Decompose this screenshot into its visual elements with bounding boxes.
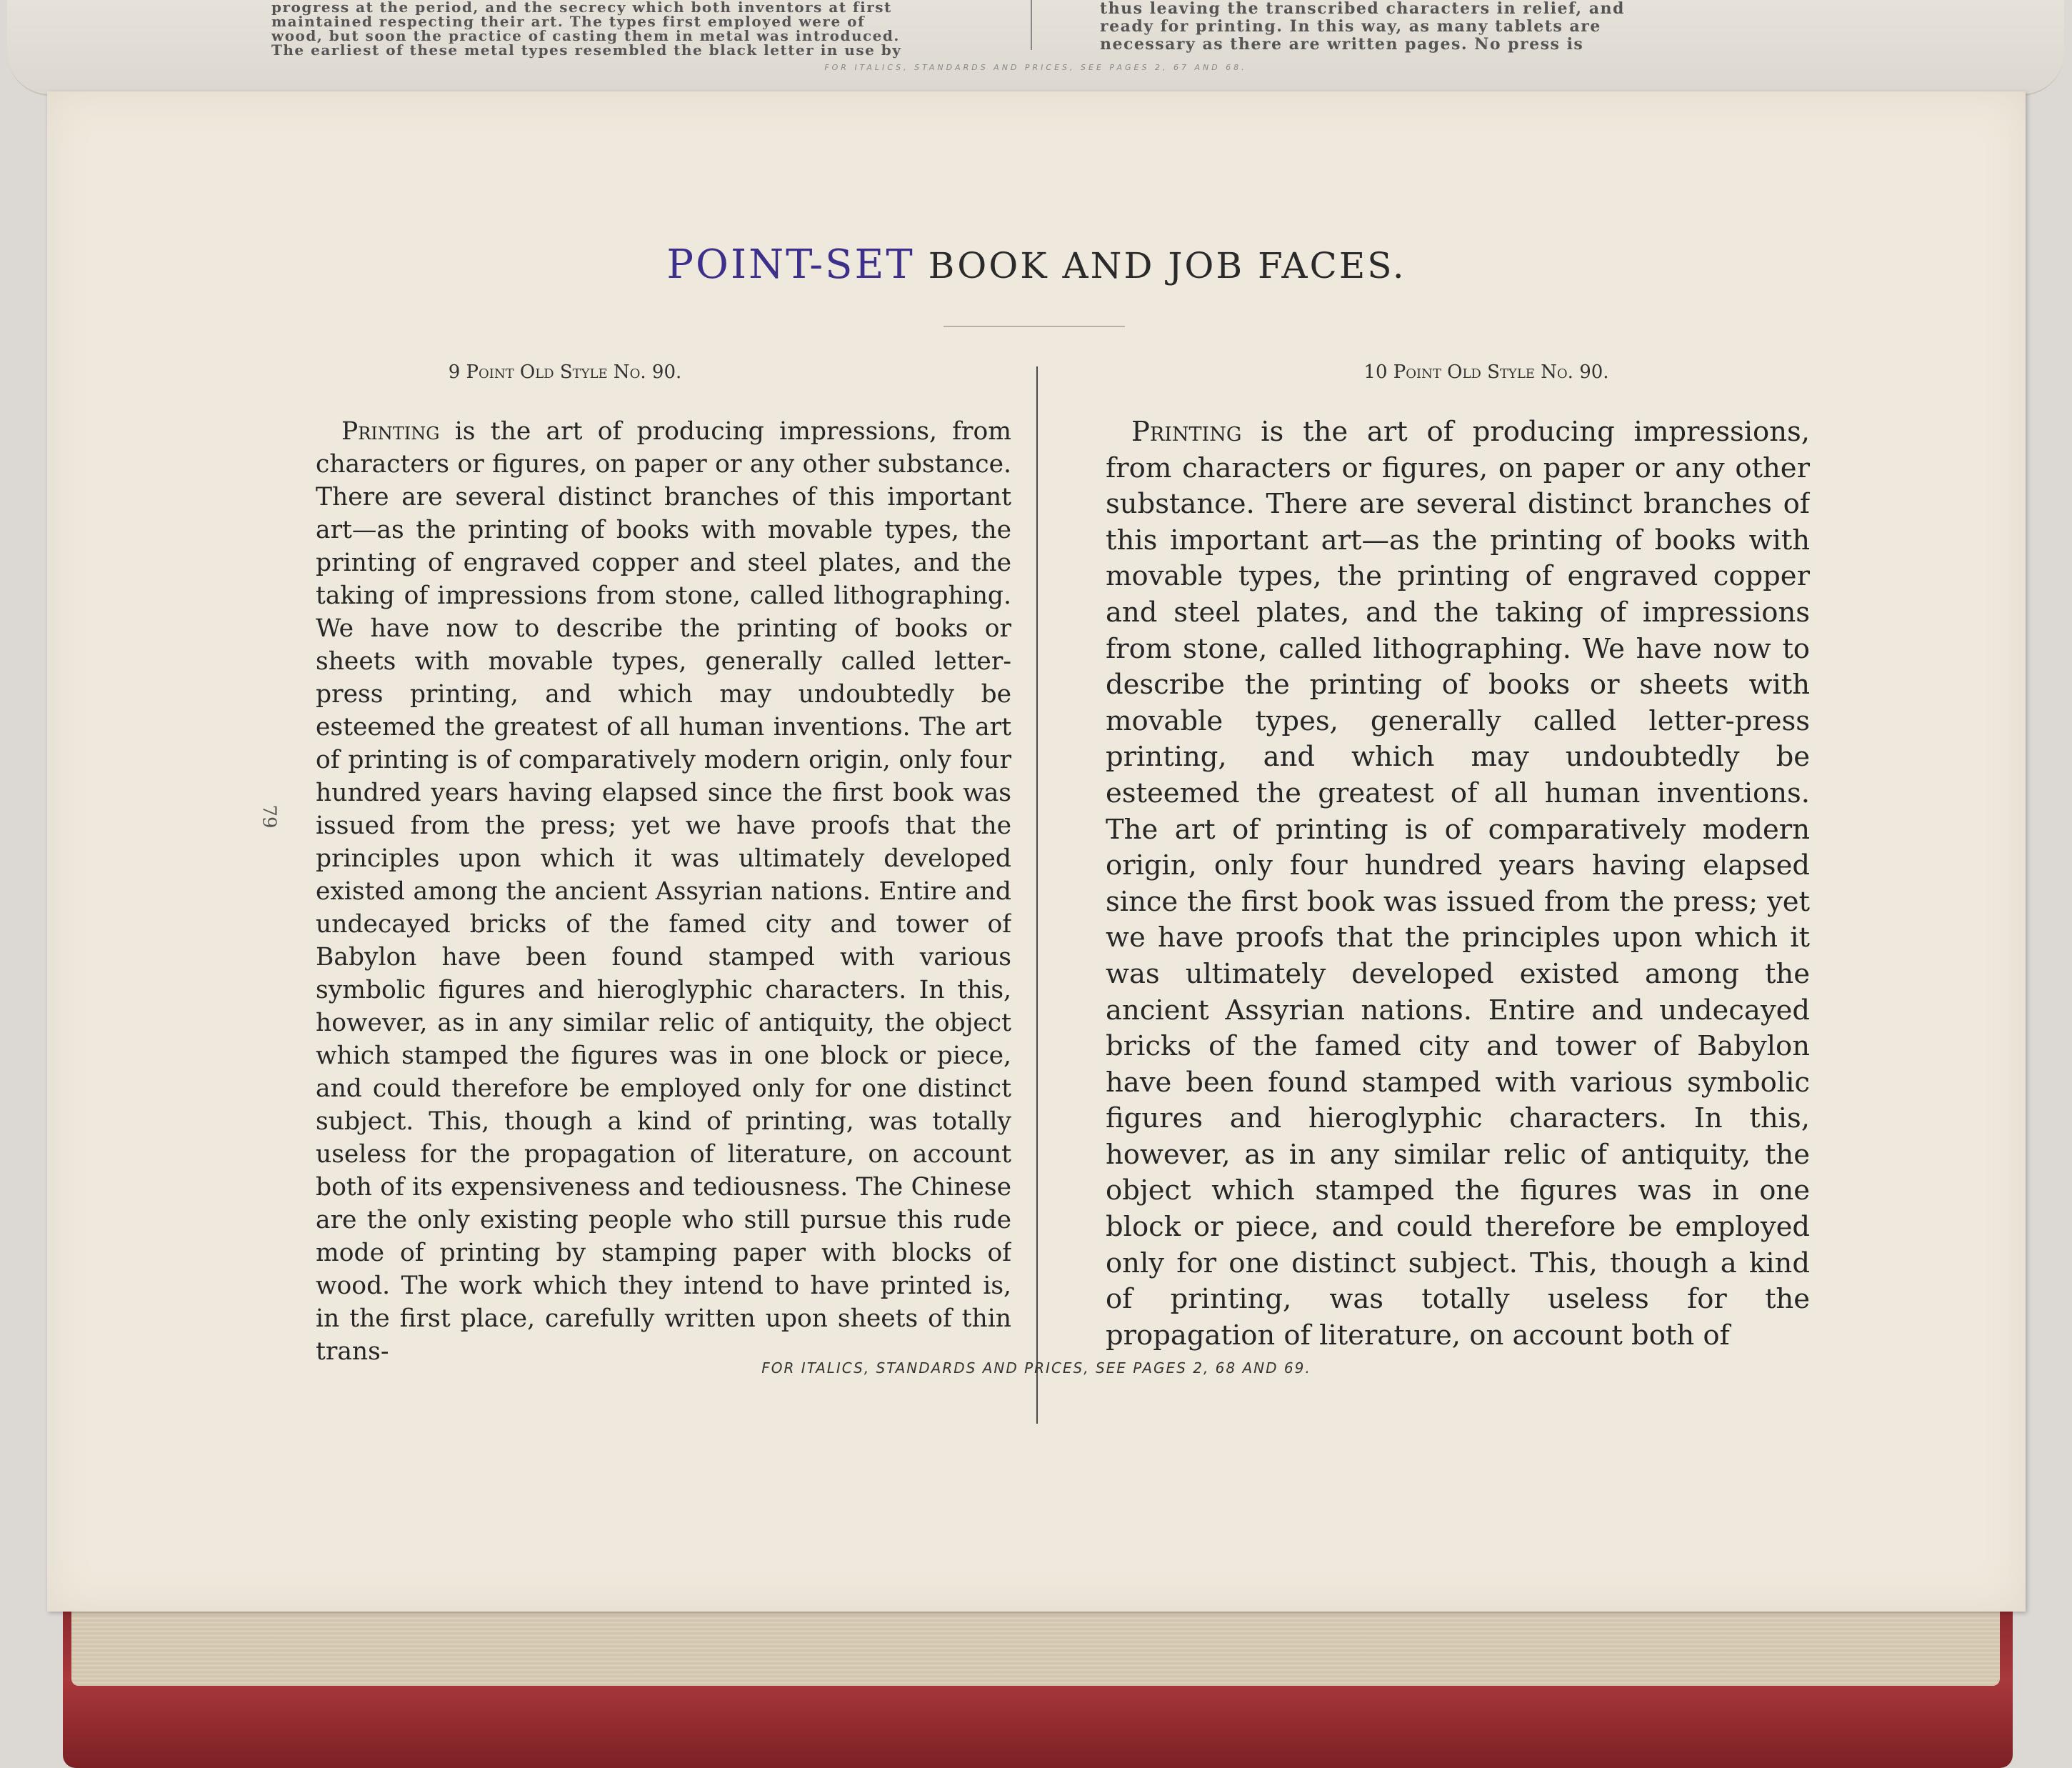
right-column-body: is the art of producing impressions, from characters or figures, on paper or any other substance. There are several distinct branches of this important art—as the printing of books with movable types, the printing of engraved copper and steel plates, and the taking of impressions from stone, called lithographing. We have now to describe the printing of books or sheets with movable types, generally called letter-press printing, and which may undoubtedly be esteemed the greatest of all human inventions. The art of printing is of comparatively modern origin, only four hundred years having elapsed since the first book was issued from the press; yet we have proofs that the principles upon which it was ultimately developed existed among the ancient Assyrian nations. Entire and undecayed bricks of the famed city and tower of Babylon have been found stamped with various symbolic figures and hieroglyphic characters. In this, however, as in any similar relic of antiquity, the object which stamped the figures was in one block or piece, and could therefore be employed only for one distinct subject. This, though a kind of printing, was totally useless for the propagation of literature, on account both of: [1106, 416, 1810, 1352]
right-column-lead-word: Printing: [1131, 416, 1242, 448]
page-heading: [47, 241, 2026, 288]
book-page: [47, 91, 2026, 1612]
previous-page-right-column: [1100, 0, 1625, 54]
heading-rule: [944, 326, 1125, 327]
previous-page-footer: FOR ITALICS, STANDARDS AND PRICES, SEE PAGES 2, 67 AND 68.: [824, 63, 1247, 72]
page-number: 79: [258, 804, 280, 829]
previous-page-line: maintained respecting their art. The types first employed were of: [271, 13, 866, 30]
right-column-title: 10 Point Old Style No. 90.: [1363, 361, 1609, 383]
previous-page-line: progress at the period, and the secrecy which both inventors at first: [271, 0, 892, 16]
previous-page-left-column: [271, 0, 901, 57]
page-footer: FOR ITALICS, STANDARDS AND PRICES, SEE PAGES 2, 68 AND 69.: [761, 1359, 1311, 1377]
previous-page-divider: [1031, 0, 1032, 50]
previous-page-line: The earliest of these metal types resembled the black letter in use by: [271, 41, 902, 59]
heading-stamp: POINT-SET: [666, 241, 915, 288]
previous-page-line: ready for printing. In this way, as many tablets are: [1100, 17, 1601, 36]
previous-page-line: necessary as there are written pages. No press is: [1100, 35, 1584, 54]
left-column-body: is the art of producing impressions, from characters or figures, on paper or any other substance. There are several distinct branches of this important art—as the printing of books with movable types, the printing of engraved copper and steel plates, and the taking of impressions from stone, called lithographing. We have now to describe the printing of books or sheets with movable types, generally called letter-press printing, and which may undoubtedly be esteemed the greatest of all human inventions. The art of printing is of comparatively modern origin, only four hundred years having elapsed since the first book was issued from the press; yet we have proofs that the principles upon which it was ultimately developed existed among the ancient Assyrian nations. Entire and undecayed bricks of the famed city and tower of Babylon have been found stamped with various symbolic figures and hieroglyphic characters. In this, however, as in any similar relic of antiquity, the object which stamped the figures was in one block or piece, and could therefore be employed only for one distinct subject. This, though a kind of printing, was totally useless for the propagation of literature, on account both of its expensiveness and tediousness. The Chinese are the only existing people who still pursue this rude mode of printing by stamping paper with blocks of wood. The work which they intend to have printed is, in the first place, carefully written upon sheets of thin trans-: [316, 417, 1011, 1366]
previous-page-line: wood, but soon the practice of casting them in metal was introduced.: [271, 27, 900, 44]
heading-text: BOOK AND JOB FACES.: [928, 245, 1406, 286]
column-divider: [1036, 366, 1038, 1424]
left-column-title: 9 Point Old Style No. 90.: [448, 361, 682, 383]
right-column-paragraph: [1106, 414, 1810, 1354]
left-column-text: [316, 415, 1011, 1437]
right-column-text: [1106, 414, 1810, 1436]
previous-page-fold: [7, 0, 2064, 96]
left-column-paragraph: [316, 415, 1011, 1368]
previous-page-line: thus leaving the transcribed characters in relief, and: [1100, 0, 1625, 18]
left-column-lead-word: Printing: [341, 417, 440, 446]
